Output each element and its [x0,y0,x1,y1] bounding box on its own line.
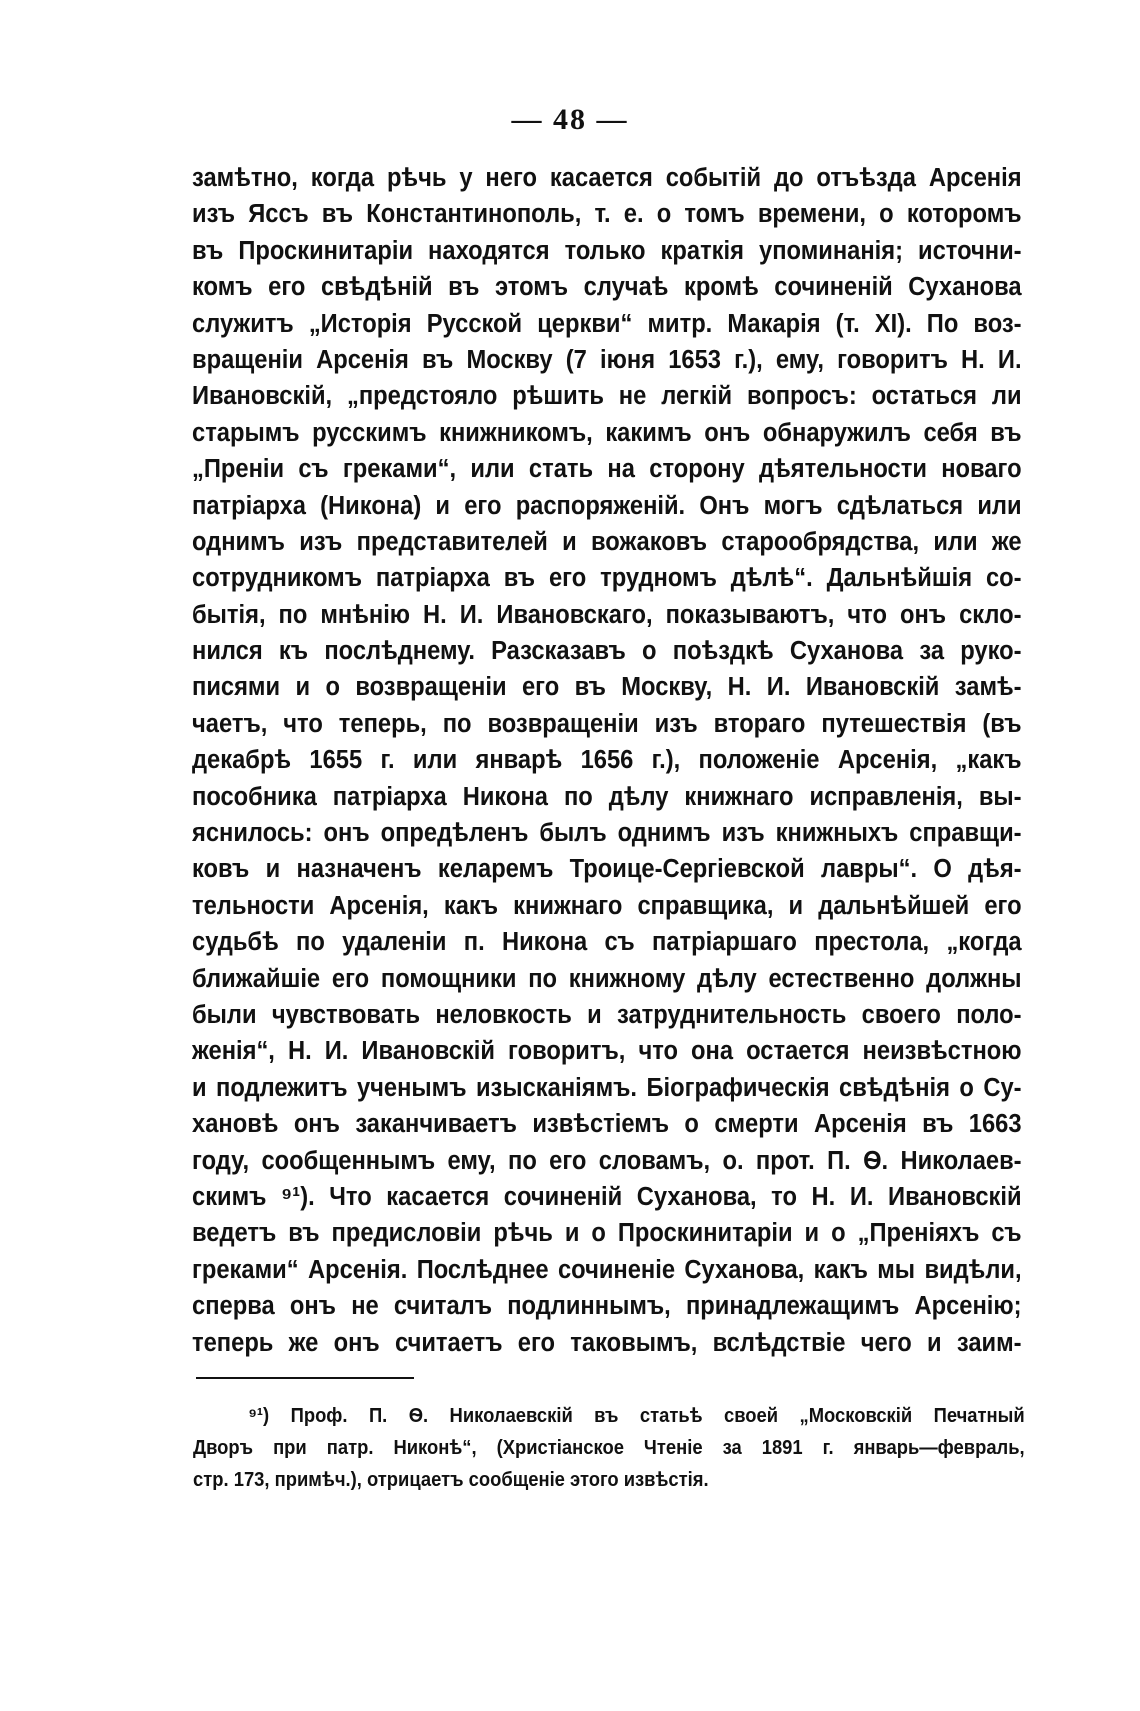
text-line: ближайшіе его помощники по книжному дѣлу естественно должны [192,964,1022,993]
text-line: однимъ изъ представителей и вожаковъ старообрядства, или же [192,527,1022,556]
text-line: старымъ русскимъ книжникомъ, какимъ онъ обнаружилъ себя въ [192,418,1022,447]
text-line: пособника патріарха Никона по дѣлу книжнаго исправленія, вы- [192,782,1022,811]
text-line: тельности Арсенія, какъ книжнаго справщика, и дальнѣйшей его [192,891,1022,920]
text-line: декабрѣ 1655 г. или январѣ 1656 г.), положеніе Арсенія, „какъ [192,746,1022,775]
text-line: комъ его свѣдѣній въ этомъ случаѣ кромѣ сочиненій Суханова [192,273,1022,302]
text-line: скимъ ⁹¹). Что касается сочиненій Суханова, то Н. И. Ивановскій [192,1182,1022,1211]
text-line: греками“ Арсенія. Послѣднее сочиненіе Суханова, какъ мы видѣли, [192,1255,1022,1284]
text-line: служитъ „Исторія Русской церкви“ митр. Макарія (т. XI). По воз- [192,309,1022,338]
text-line: замѣтно, когда рѣчь у него касается событій до отъѣзда Арсенія [192,164,1022,192]
footnote-line: ⁹¹) Проф. П. Ѳ. Николаевскій въ статьѣ своей „Московскій Печатный [248,1405,1025,1427]
text-line: Ивановскій, „предстояло рѣшить не легкій вопросъ: остаться ли [192,382,1022,411]
text-line: ковъ и назначенъ келаремъ Троице-Сергіевской лавры“. О дѣя- [192,855,1022,884]
body-text [192,160,1022,1361]
text-line: теперь же онъ считаетъ его таковымъ, вслѣдствіе чего и заим- [192,1328,1022,1357]
text-line: чаетъ, что теперь, по возвращеніи изъ втораго путешествія (въ [192,709,1022,738]
footnote-divider [196,1377,414,1379]
text-line: яснилось: онъ опредѣленъ былъ однимъ изъ книжныхъ справщи- [192,819,1022,848]
page-number: — 48 — [511,103,629,136]
text-line: „Преніи съ греками“, или стать на сторону дѣятельности новаго [192,455,1022,484]
text-line: нился къ послѣднему. Разсказавъ о поѣздкѣ Суханова за руко- [192,637,1022,666]
text-line: изъ Яссъ въ Константинополь, т. е. о томъ времени, о которомъ [192,200,1022,229]
text-line: и подлежитъ ученымъ изысканіямъ. Біографическія свѣдѣнія о Су- [192,1073,1022,1102]
text-line: сперва онъ не считалъ подлиннымъ, принадлежащимъ Арсенію; [192,1292,1022,1321]
text-line: ведетъ въ предисловіи рѣчь и о Проскинитаріи и о „Преніяхъ съ [192,1219,1022,1248]
text-line: сотрудникомъ патріарха въ его трудномъ дѣлѣ“. Дальнѣйшія со- [192,564,1022,593]
text-line: вращеніи Арсенія въ Москву (7 іюня 1653 г.), ему, говоритъ Н. И. [192,345,1022,374]
text-line: женія“, Н. И. Ивановскій говоритъ, что она остается неизвѣстною [192,1037,1022,1066]
text-line: писями и о возвращеніи его въ Москву, Н. И. Ивановскій замѣ- [192,673,1022,702]
text-line: патріарха (Никона) и его распоряженій. Онъ могъ сдѣлаться или [192,491,1022,520]
footnote-line: Дворъ при патр. Никонѣ“, (Христіанское Чтеніе за 1891 г. январь—февраль, [193,1437,1025,1459]
text-line: въ Проскинитаріи находятся только краткія упоминанія; источни- [192,236,1022,265]
text-line: хановѣ онъ заканчиваетъ извѣстіемъ о смерти Арсенія въ 1663 [192,1110,1022,1139]
text-line: году, сообщеннымъ ему, по его словамъ, о. прот. П. Ѳ. Николаев- [192,1146,1022,1175]
footnote [193,1400,1025,1496]
text-line: бытія, по мнѣнію Н. И. Ивановскаго, показываютъ, что онъ скло- [192,600,1022,629]
text-line: судьбѣ по удаленіи п. Никона съ патріаршаго престола, „когда [192,928,1022,957]
text-line: были чувствовать неловкость и затруднительность своего поло- [192,1000,1022,1029]
footnote-line: стр. 173, примѣч.), отрицаетъ сообщеніе этого извѣстія. [193,1469,709,1491]
